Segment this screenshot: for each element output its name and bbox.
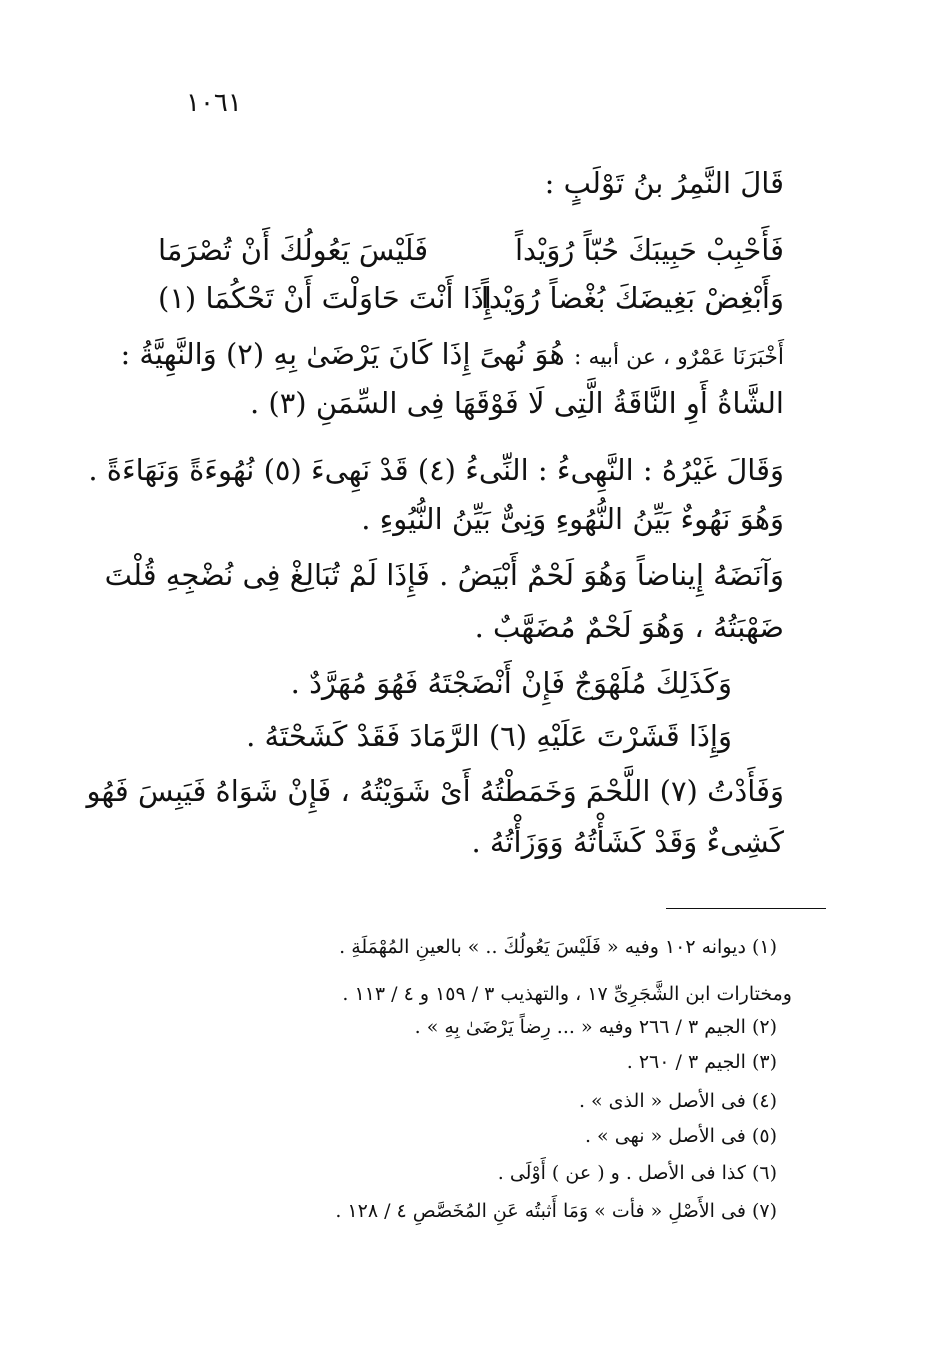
footnote: (٧) فى الأَصْلِ « فأت » وَمَا أَثبتُه عَنِ المُخَصَّصِ ٤ / ١٢٨ . xyxy=(335,1200,777,1222)
body-line: وَهُوَ نَهُوءٌ بَيِّنُ النُّهُوءِ وَنِىٌّ بَيِّنُ النُّيُوءِ . xyxy=(361,502,784,536)
footnote: (٤) فى الأصل « الذى » . xyxy=(578,1090,777,1112)
footnote: (١) ديوانه ١٠٢ وفيه « فَلَيْسَ يَعُولُكَ .. » بالعينِ المُهْمَلَةِ . xyxy=(339,936,777,958)
body-text: هُوَ نُهىً إِذَا كَانَ يَرْضَىٰ بِهِ (٢) وَالنَّهِيَّةُ : xyxy=(120,337,565,371)
verse-first-hemistich: فَأَحْبِبْ حَبِيبَكَ حُبّاً رُوَيْداً xyxy=(514,233,784,267)
verse-second-hemistich: فَلَيْسَ يَعُولُكَ أَنْ تُصْرَمَا xyxy=(158,233,429,267)
page-number: ١٠٦١ xyxy=(186,88,242,118)
footnote-divider xyxy=(666,908,826,909)
body-line: وَآنَضَهُ إِيناضاً وَهُوَ لَحْمٌ أَبْيَضُ . فَإِذَا لَمْ تُبَالِغْ فِى نُضْجِهِ قُلْتَ xyxy=(104,558,784,592)
body-line: الشَّاةُ أَوِ النَّاقَةُ الَّتِى لَا فَوْقَهَا فِى السِّمَنِ (٣) . xyxy=(249,386,784,420)
body-line: كَشِىءٌ وَقَدْ كَشَأْتُهُ وَوَزَأْتُهُ . xyxy=(471,825,784,859)
footnote: (٦) كذا فى الأصل . و ( عن ) أَوْلَى . xyxy=(497,1162,777,1184)
footnote: (٥) فى الأصل « نهى » . xyxy=(584,1125,777,1147)
body-line: وَفَأَدْتُ (٧) اللَّحْمَ وَخَمَطْتُهُ أَىْ شَوَيْتُهُ ، فَإِنْ شَوَاهُ فَيَبِسَ فَهُو xyxy=(86,774,784,808)
poem-intro: قَالَ النَّمِرُ بنُ تَوْلَبٍ : xyxy=(544,166,784,200)
body-line: وَقَالَ غَيْرُهُ : النَّهِىءُ : النِّىءُ (٤) قَدْ نَهِىءَ (٥) نُهُوءَةً وَنَهَاءَةً . xyxy=(88,453,784,487)
verse-second-hemistich: إِذَا أَنْتَ حَاوَلْتَ أَنْ تَحْكُمَا (١) xyxy=(158,281,492,315)
footnote: (٢) الجيم ٣ / ٢٦٦ وفيه « ... رِضاً يَرْضَىٰ بِهِ » . xyxy=(414,1016,777,1038)
body-line: وَكَذَلِكَ مُلَهْوَجٌ فَإِنْ أَنْضَجْتَهُ فَهُوَ مُهَرَّدٌ . xyxy=(290,666,732,700)
body-line xyxy=(120,337,784,371)
footnote: ومختارات ابن الشَّجَرِىِّ ١٧ ، والتهذيب ٣ / ١٥٩ و ٤ / ١١٣ . xyxy=(342,983,792,1005)
footnote: (٣) الجيم ٣ / ٢٦٠ . xyxy=(626,1051,777,1073)
verse-first-hemistich: وَأَبْغِضْ بَغِيضَكَ بُغْضاً رُوَيْداً xyxy=(480,281,784,315)
body-line: ضَهْبَتُهُ ، وَهُوَ لَحْمٌ مُضَهَّبٌ . xyxy=(474,610,784,644)
body-line: وَإِذَا قَشَرْتَ عَلَيْهِ (٦) الرَّمَادَ فَقَدْ كَشَحْتَهُ . xyxy=(246,719,732,753)
isnad-text: أَخْبَرَنَا عَمْرٌو ، عن أبيه : xyxy=(574,345,784,370)
